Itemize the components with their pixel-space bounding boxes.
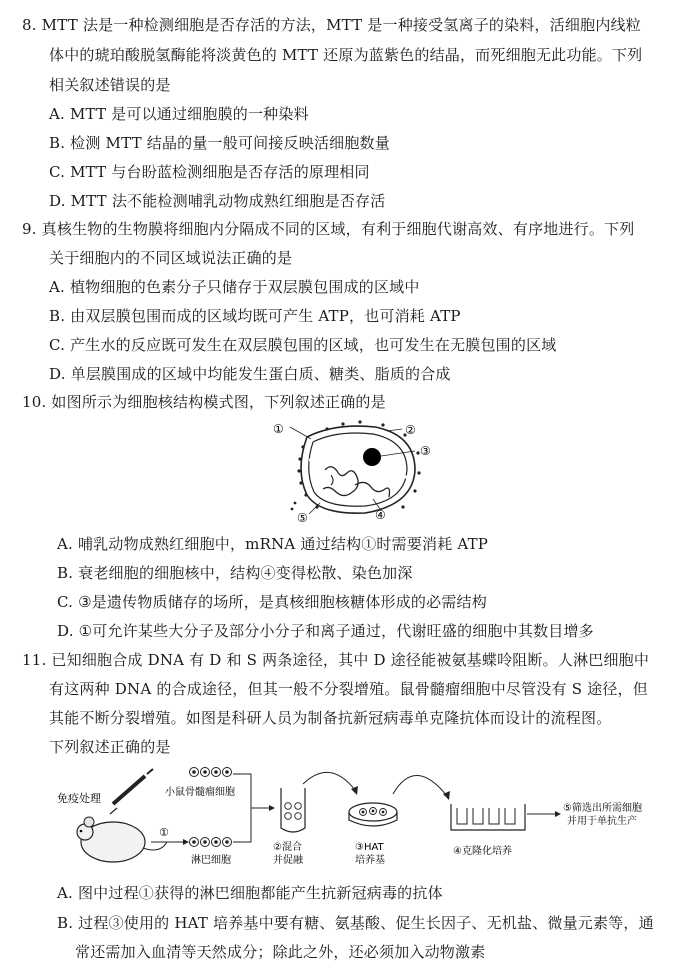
- lymph-label: 淋巴细胞: [191, 855, 231, 866]
- step3-label-line1: ③HAT: [355, 842, 384, 853]
- q10-option-d: D. ①可允许某些大分子及部分小分子和离子通过，代谢旺盛的细胞中其数目增多: [57, 622, 594, 640]
- q8-stem-line1: 8. MTT 法是一种检测细胞是否存活的方法，MTT 是一种接受氢离子的染料，活细胞内线粒: [22, 16, 641, 34]
- q10-option-b: B. 衰老细胞的细胞核中，结构④变得松散、染色加深: [57, 564, 413, 582]
- q11-stem-line2: 有这两种 DNA 的合成途径，但其一般不分裂增殖。鼠骨髓瘤细胞中尽管没有 S 途径，但: [49, 680, 648, 698]
- antibody-flowchart: [55, 762, 685, 874]
- myeloma-label: 小鼠骨髓瘤细胞: [165, 787, 235, 798]
- step5-label-line2: 并用于单抗生产: [567, 816, 637, 827]
- q8-option-c: C. MTT 与台盼蓝检测细胞是否存活的原理相同: [49, 163, 370, 181]
- step1-label: ①: [159, 826, 169, 839]
- q9-stem-line1: 9. 真核生物的生物膜将细胞内分隔成不同的区域，有利于细胞代谢高效、有序地进行。下列: [22, 220, 635, 238]
- nucleus-diagram: [265, 415, 440, 525]
- label-4: ④: [375, 508, 386, 522]
- q8-option-d: D. MTT 法不能检测哺乳动物成熟红细胞是否存活: [49, 192, 386, 210]
- q9-option-d: D. 单层膜围成的区域中均能发生蛋白质、糖类、脂质的合成: [49, 365, 451, 383]
- q10-stem: 10. 如图所示为细胞核结构模式图，下列叙述正确的是: [22, 393, 386, 411]
- q11-stem-line3: 其能不断分裂增殖。如图是科研人员为制备抗新冠病毒单克隆抗体而设计的流程图。: [49, 709, 612, 727]
- label-2: ②: [405, 423, 416, 437]
- q11-option-b-line1: B. 过程③使用的 HAT 培养基中要有糖、氨基酸、促生长因子、无机盐、微量元素等，通: [57, 914, 654, 932]
- label-1: ①: [273, 422, 284, 436]
- q11-option-a: A. 图中过程①获得的淋巴细胞都能产生抗新冠病毒的抗体: [57, 884, 443, 902]
- step2-label-line1: ②混合: [273, 842, 302, 853]
- mouse-icon: [77, 817, 167, 862]
- q11-stem-line1: 11. 已知细胞合成 DNA 有 D 和 S 两条途径，其中 D 途径能被氨基蝶呤阻断。人淋巴细胞中: [22, 651, 650, 669]
- q9-stem-line2: 关于细胞内的不同区域说法正确的是: [49, 249, 293, 267]
- step5-label-line1: ⑤筛选出所需细胞: [563, 803, 642, 814]
- q11-option-b-line2: 常还需加入血清等天然成分；除此之外，还必须加入动物激素: [75, 943, 486, 961]
- immune-label: 免疫处理: [57, 792, 101, 805]
- syringe-icon: [110, 769, 153, 814]
- step2-label-line2: 并促融: [273, 855, 303, 866]
- q8-option-b: B. 检测 MTT 结晶的量一般可间接反映活细胞数量: [49, 134, 390, 152]
- q9-option-c: C. 产生水的反应既可发生在双层膜包围的区域，也可发生在无膜包围的区域: [49, 336, 557, 354]
- step4-label: ④克隆化培养: [453, 846, 512, 857]
- q9-option-b: B. 由双层膜包围而成的区域均既可产生 ATP，也可消耗 ATP: [49, 307, 461, 325]
- label-3: ③: [420, 444, 431, 458]
- q10-option-a: A. 哺乳动物成熟红细胞中，mRNA 通过结构①时需要消耗 ATP: [57, 535, 489, 553]
- q8-option-a: A. MTT 是可以通过细胞膜的一种染料: [49, 105, 309, 123]
- q10-option-c: C. ③是遗传物质储存的场所，是真核细胞核糖体形成的必需结构: [57, 593, 487, 611]
- q8-stem-line2: 体中的琥珀酸脱氢酶能将淡黄色的 MTT 还原为蓝紫色的结晶，而死细胞无此功能。下列: [49, 46, 643, 64]
- label-5: ⑤: [297, 511, 308, 525]
- q8-stem-line3: 相关叙述错误的是: [49, 76, 171, 94]
- q11-stem-line4: 下列叙述正确的是: [49, 738, 171, 756]
- q9-option-a: A. 植物细胞的色素分子只储存于双层膜包围成的区域中: [49, 278, 420, 296]
- step3-label-line2: 培养基: [355, 855, 385, 866]
